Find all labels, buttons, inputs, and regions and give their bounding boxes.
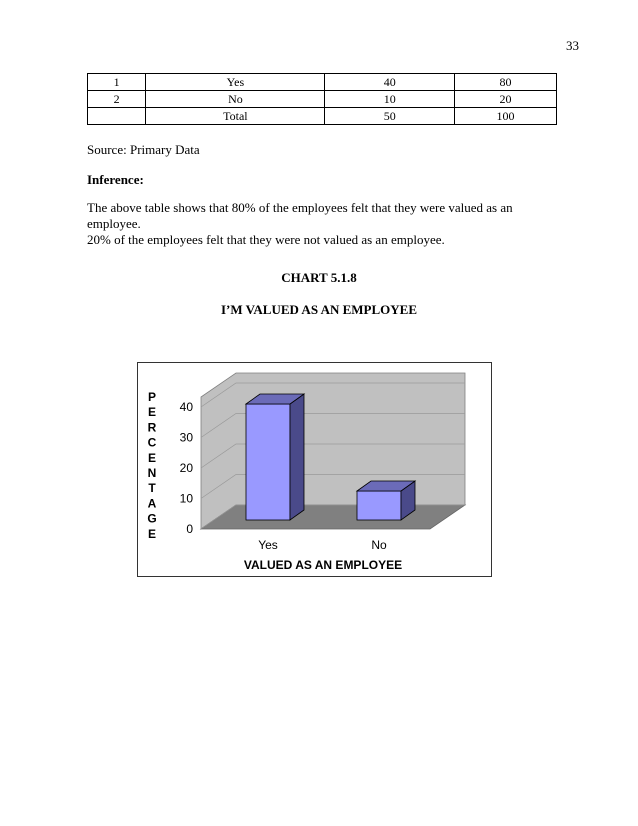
x-tick-label: No [371,538,387,552]
chart-number: CHART 5.1.8 [281,270,357,285]
y-tick-label: 0 [186,522,193,536]
y-axis-letter: A [147,496,157,511]
bar-side [290,394,304,520]
table-row [88,91,557,108]
y-axis-letter: E [147,526,157,541]
page-number: 33 [566,38,579,53]
bar-chart [138,363,491,576]
y-axis-letter: E [147,450,157,465]
table-cell: 50 [325,108,455,125]
table-row [88,74,557,91]
inference-line: The above table shows that 80% of the employees felt that they were valued as an employee. [87,200,513,231]
y-axis-letter: R [147,420,157,435]
table-cell: 40 [325,74,455,91]
chart-frame [137,362,492,577]
y-tick-label: 20 [179,461,193,475]
y-axis-letter: T [148,481,156,496]
table-cell: No [146,91,325,108]
inference-text [87,200,567,248]
y-axis-letter: N [147,466,157,480]
inference-line: 20% of the employees felt that they were not valued as an employee. [87,232,445,247]
bar-front [246,404,290,520]
y-axis-letter: E [147,405,157,420]
table-cell: 10 [325,91,455,108]
y-axis-letter: C [147,435,157,450]
source-note: Source: Primary Data [87,142,200,157]
table-cell: Total [146,108,325,125]
table-cell: 100 [455,108,557,125]
bar-front [357,491,401,520]
table-cell [88,108,146,125]
table-cell: 2 [88,91,146,108]
y-tick-label: 40 [179,400,193,414]
x-axis-label: VALUED AS AN EMPLOYEE [243,558,403,572]
inference-heading: Inference: [87,172,144,187]
x-tick-label: Yes [258,538,278,552]
table-cell: 80 [455,74,557,91]
y-axis-letter: P [147,390,157,404]
y-tick-label: 10 [179,491,193,506]
table-row [88,108,557,125]
data-table [87,73,557,125]
table-cell: Yes [146,74,325,91]
y-axis-letter: G [147,511,157,526]
chart-floor [201,505,465,529]
y-tick-label: 30 [179,430,193,445]
table-cell: 20 [455,91,557,108]
chart-heading: I’M VALUED AS AN EMPLOYEE [221,302,417,317]
table-cell: 1 [88,74,146,91]
